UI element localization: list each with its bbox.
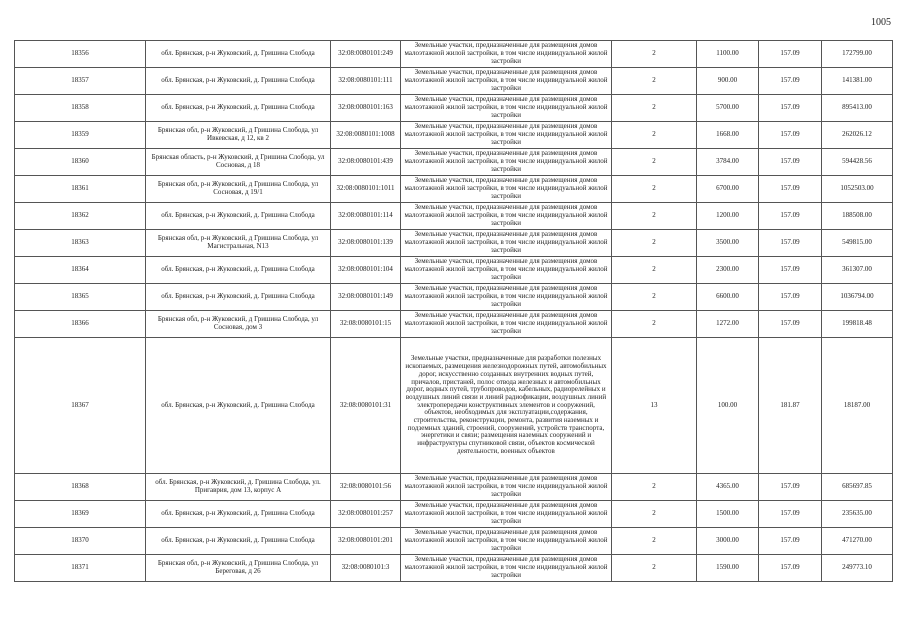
cadastral-value-table xyxy=(14,40,893,582)
rate-cell: 157.09 xyxy=(759,528,822,555)
land-use-cell: Земельные участки, предназначенные для размещения домов малоэтажной жилой застройки, в том числе индивидуальной жилой застройки xyxy=(401,176,612,203)
cadastral-value-cell: 685697.85 xyxy=(822,474,893,501)
land-use-cell: Земельные участки, предназначенные для размещения домов малоэтажной жилой застройки, в том числе индивидуальной жилой застройки xyxy=(401,122,612,149)
cadastral-value-cell: 549815.00 xyxy=(822,230,893,257)
cadastral-value-cell: 895413.00 xyxy=(822,95,893,122)
land-use-cell: Земельные участки, предназначенные для размещения домов малоэтажной жилой застройки, в том числе индивидуальной жилой застройки xyxy=(401,528,612,555)
address-cell: обл. Брянская, р-н Жуковский, д. Гришина Слобода xyxy=(146,528,331,555)
cadastral-number-cell: 32:08:0080101:1011 xyxy=(331,176,401,203)
group-cell: 2 xyxy=(612,501,697,528)
cadastral-value-cell: 262026.12 xyxy=(822,122,893,149)
land-use-cell: Земельные участки, предназначенные для размещения домов малоэтажной жилой застройки, в том числе индивидуальной жилой застройки xyxy=(401,474,612,501)
table-row xyxy=(15,203,893,230)
rate-cell: 157.09 xyxy=(759,555,822,582)
rate-cell: 157.09 xyxy=(759,149,822,176)
row-id: 18371 xyxy=(15,555,146,582)
area-cell: 3000.00 xyxy=(697,528,759,555)
cadastral-value-cell: 18187.00 xyxy=(822,338,893,474)
row-id: 18363 xyxy=(15,230,146,257)
land-use-cell: Земельные участки, предназначенные для размещения домов малоэтажной жилой застройки, в том числе индивидуальной жилой застройки xyxy=(401,203,612,230)
cadastral-number-cell: 32:08:0080101:201 xyxy=(331,528,401,555)
cadastral-number-cell: 32:08:0080101:114 xyxy=(331,203,401,230)
group-cell: 2 xyxy=(612,95,697,122)
table-row xyxy=(15,555,893,582)
cadastral-value-cell: 188508.00 xyxy=(822,203,893,230)
area-cell: 5700.00 xyxy=(697,95,759,122)
land-use-cell: Земельные участки, предназначенные для размещения домов малоэтажной жилой застройки, в том числе индивидуальной жилой застройки xyxy=(401,41,612,68)
group-cell: 2 xyxy=(612,555,697,582)
row-id: 18365 xyxy=(15,284,146,311)
address-cell: обл. Брянская, р-н Жуковский, д. Гришина Слобода xyxy=(146,95,331,122)
area-cell: 1272.00 xyxy=(697,311,759,338)
area-cell: 1590.00 xyxy=(697,555,759,582)
row-id: 18358 xyxy=(15,95,146,122)
rate-cell: 157.09 xyxy=(759,176,822,203)
table-row xyxy=(15,41,893,68)
row-id: 18356 xyxy=(15,41,146,68)
row-id: 18367 xyxy=(15,338,146,474)
area-cell: 1668.00 xyxy=(697,122,759,149)
row-id: 18362 xyxy=(15,203,146,230)
rate-cell: 157.09 xyxy=(759,203,822,230)
table-row xyxy=(15,528,893,555)
rate-cell: 157.09 xyxy=(759,474,822,501)
cadastral-value-cell: 594428.56 xyxy=(822,149,893,176)
land-use-cell: Земельные участки, предназначенные для размещения домов малоэтажной жилой застройки, в том числе индивидуальной жилой застройки xyxy=(401,149,612,176)
group-cell: 2 xyxy=(612,68,697,95)
address-cell: обл. Брянская, р-н Жуковский, д. Гришина Слобода, ул. Пригаврия, дом 13, корпус А xyxy=(146,474,331,501)
land-use-cell: Земельные участки, предназначенные для размещения домов малоэтажной жилой застройки, в том числе индивидуальной жилой застройки xyxy=(401,311,612,338)
address-cell: обл. Брянская, р-н Жуковский, д. Гришина Слобода xyxy=(146,501,331,528)
cadastral-value-cell: 141381.00 xyxy=(822,68,893,95)
area-cell: 4365.00 xyxy=(697,474,759,501)
land-use-cell: Земельные участки, предназначенные для разработки полезных ископаемых, размещения железнодорожных путей, автомобильных дорог, искусственно созданных внутренних водных путей, причалов, пристаней, полос отвода железных и автомобильных дорог, водных путей, трубопроводов, кабельных, радиорелейных и воздушных линий связи и линий радиофикации, воздушных линий электропередачи конструктивных элементов и сооружений, объектов, необходимых для эксплуатации,содержания, строительства, реконструкции, ремонта, развития наземных и подземных зданий, строений, сооружений, устройств транспорта, энергетики и связи; размещения наземных сооружений и инфраструктуры спутниковой связи, объектов космической деятельности, военных объектов xyxy=(401,338,612,474)
cadastral-number-cell: 32:08:0080101:3 xyxy=(331,555,401,582)
cadastral-number-cell: 32:08:0080101:163 xyxy=(331,95,401,122)
group-cell: 2 xyxy=(612,176,697,203)
cadastral-number-cell: 32:08:0080101:15 xyxy=(331,311,401,338)
cadastral-value-cell: 199818.48 xyxy=(822,311,893,338)
address-cell: Брянская область, р-н Жуковский, д Гришина Слобода, ул Сосновая, д 18 xyxy=(146,149,331,176)
group-cell: 2 xyxy=(612,528,697,555)
cadastral-value-cell: 235635.00 xyxy=(822,501,893,528)
area-cell: 6600.00 xyxy=(697,284,759,311)
rate-cell: 157.09 xyxy=(759,41,822,68)
row-id: 18366 xyxy=(15,311,146,338)
table-row xyxy=(15,284,893,311)
land-use-cell: Земельные участки, предназначенные для размещения домов малоэтажной жилой застройки, в том числе индивидуальной жилой застройки xyxy=(401,95,612,122)
row-id: 18357 xyxy=(15,68,146,95)
land-use-cell: Земельные участки, предназначенные для размещения домов малоэтажной жилой застройки, в том числе индивидуальной жилой застройки xyxy=(401,555,612,582)
cadastral-number-cell: 32:08:0080101:111 xyxy=(331,68,401,95)
table-row xyxy=(15,338,893,474)
cadastral-value-cell: 1036794.00 xyxy=(822,284,893,311)
area-cell: 3500.00 xyxy=(697,230,759,257)
address-cell: Брянская обл, р-н Жуковский, д Гришина Слобода, ул Сосновая, дом 3 xyxy=(146,311,331,338)
group-cell: 2 xyxy=(612,230,697,257)
group-cell: 2 xyxy=(612,122,697,149)
table-row xyxy=(15,176,893,203)
rate-cell: 157.09 xyxy=(759,122,822,149)
table-row xyxy=(15,311,893,338)
land-use-cell: Земельные участки, предназначенные для размещения домов малоэтажной жилой застройки, в том числе индивидуальной жилой застройки xyxy=(401,230,612,257)
table-row xyxy=(15,149,893,176)
area-cell: 6700.00 xyxy=(697,176,759,203)
row-id: 18359 xyxy=(15,122,146,149)
rate-cell: 157.09 xyxy=(759,95,822,122)
address-cell: обл. Брянская, р-н Жуковский, д. Гришина Слобода xyxy=(146,284,331,311)
row-id: 18364 xyxy=(15,257,146,284)
cadastral-number-cell: 32:08:0080101:257 xyxy=(331,501,401,528)
group-cell: 2 xyxy=(612,41,697,68)
area-cell: 100.00 xyxy=(697,338,759,474)
address-cell: обл. Брянская, р-н Жуковский, д. Гришина Слобода xyxy=(146,68,331,95)
rate-cell: 157.09 xyxy=(759,311,822,338)
address-cell: обл. Брянская, р-н Жуковский, д. Гришина Слобода xyxy=(146,338,331,474)
address-cell: обл. Брянская, р-н Жуковский, д. Гришина Слобода xyxy=(146,41,331,68)
area-cell: 900.00 xyxy=(697,68,759,95)
table-row xyxy=(15,474,893,501)
land-use-cell: Земельные участки, предназначенные для размещения домов малоэтажной жилой застройки, в том числе индивидуальной жилой застройки xyxy=(401,68,612,95)
row-id: 18369 xyxy=(15,501,146,528)
cadastral-value-cell: 471270.00 xyxy=(822,528,893,555)
table-row xyxy=(15,68,893,95)
area-cell: 1200.00 xyxy=(697,203,759,230)
address-cell: обл. Брянская, р-н Жуковский, д. Гришина Слобода xyxy=(146,203,331,230)
cadastral-number-cell: 32:08:0080101:56 xyxy=(331,474,401,501)
cadastral-number-cell: 32:08:0080101:139 xyxy=(331,230,401,257)
cadastral-value-cell: 172799.00 xyxy=(822,41,893,68)
rate-cell: 157.09 xyxy=(759,284,822,311)
cadastral-number-cell: 32:08:0080101:31 xyxy=(331,338,401,474)
group-cell: 2 xyxy=(612,284,697,311)
address-cell: обл. Брянская, р-н Жуковский, д. Гришина Слобода xyxy=(146,257,331,284)
cadastral-value-cell: 1052503.00 xyxy=(822,176,893,203)
address-cell: Брянская обл, р-н Жуковский, д Гришина Слобода, ул Береговая, д 26 xyxy=(146,555,331,582)
row-id: 18370 xyxy=(15,528,146,555)
rate-cell: 181.87 xyxy=(759,338,822,474)
cadastral-number-cell: 32:08:0080101:249 xyxy=(331,41,401,68)
table-body xyxy=(15,41,893,582)
table-row xyxy=(15,501,893,528)
area-cell: 2300.00 xyxy=(697,257,759,284)
table-row xyxy=(15,95,893,122)
row-id: 18361 xyxy=(15,176,146,203)
cadastral-value-cell: 361307.00 xyxy=(822,257,893,284)
group-cell: 2 xyxy=(612,311,697,338)
area-cell: 3784.00 xyxy=(697,149,759,176)
rate-cell: 157.09 xyxy=(759,257,822,284)
cadastral-number-cell: 32:08:0080101:1008 xyxy=(331,122,401,149)
area-cell: 1100.00 xyxy=(697,41,759,68)
group-cell: 2 xyxy=(612,474,697,501)
table-row xyxy=(15,230,893,257)
row-id: 18360 xyxy=(15,149,146,176)
area-cell: 1500.00 xyxy=(697,501,759,528)
land-use-cell: Земельные участки, предназначенные для размещения домов малоэтажной жилой застройки, в том числе индивидуальной жилой застройки xyxy=(401,284,612,311)
cadastral-value-cell: 249773.10 xyxy=(822,555,893,582)
rate-cell: 157.09 xyxy=(759,230,822,257)
address-cell: Брянская обл, р-н Жуковский, д Гришина Слобода, ул Магистральная, N13 xyxy=(146,230,331,257)
group-cell: 2 xyxy=(612,149,697,176)
group-cell: 2 xyxy=(612,257,697,284)
rate-cell: 157.09 xyxy=(759,501,822,528)
page-number: 1005 xyxy=(871,17,891,28)
address-cell: Брянская обл, р-н Жуковский, д Гришина Слобода, ул Сосновая, д 19/1 xyxy=(146,176,331,203)
row-id: 18368 xyxy=(15,474,146,501)
group-cell: 2 xyxy=(612,203,697,230)
cadastral-number-cell: 32:08:0080101:104 xyxy=(331,257,401,284)
cadastral-number-cell: 32:08:0080101:149 xyxy=(331,284,401,311)
table-row xyxy=(15,257,893,284)
address-cell: Брянская обл, р-н Жуковский, д Гришина Слобода, ул Ивкевская, д 12, кв 2 xyxy=(146,122,331,149)
group-cell: 13 xyxy=(612,338,697,474)
land-use-cell: Земельные участки, предназначенные для размещения домов малоэтажной жилой застройки, в том числе индивидуальной жилой застройки xyxy=(401,501,612,528)
rate-cell: 157.09 xyxy=(759,68,822,95)
cadastral-number-cell: 32:08:0080101:439 xyxy=(331,149,401,176)
land-use-cell: Земельные участки, предназначенные для размещения домов малоэтажной жилой застройки, в том числе индивидуальной жилой застройки xyxy=(401,257,612,284)
table-row xyxy=(15,122,893,149)
